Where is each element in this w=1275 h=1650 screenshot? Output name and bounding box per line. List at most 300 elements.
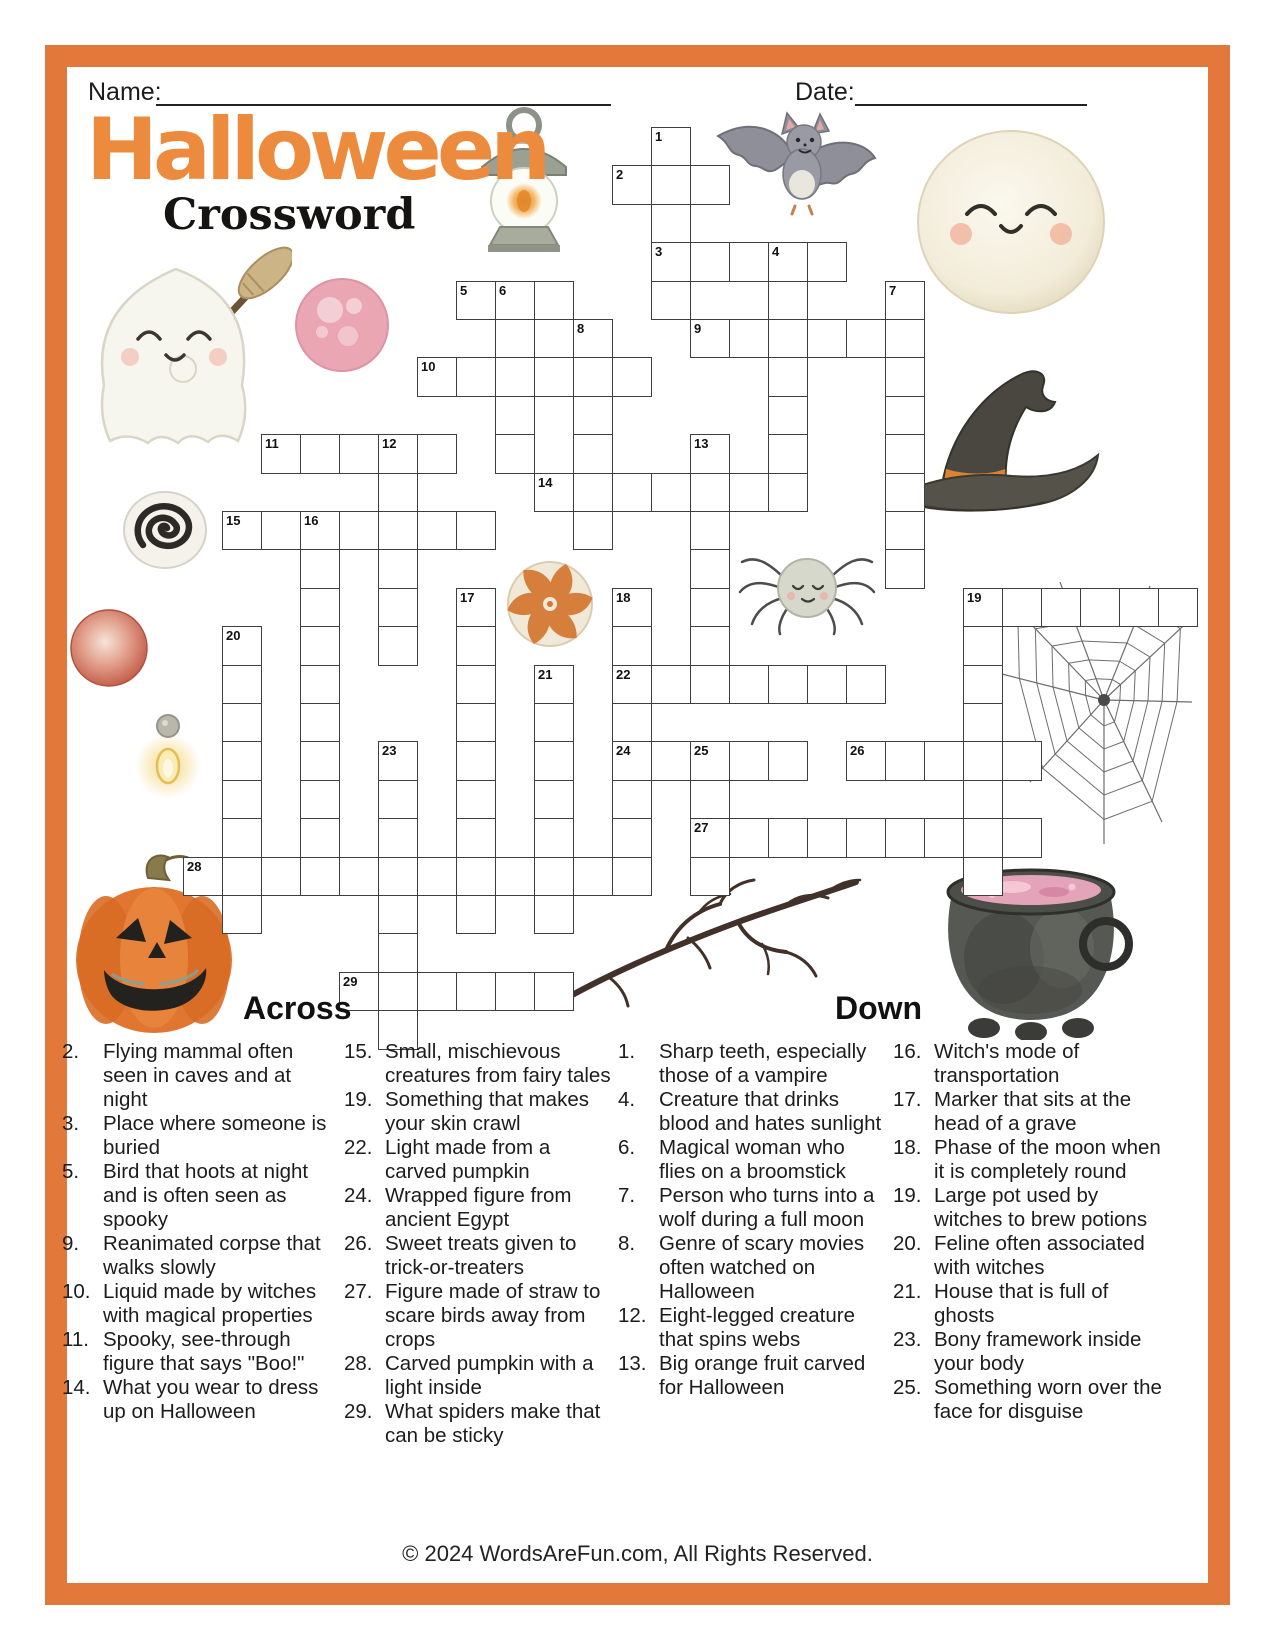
grid-cell (690, 588, 730, 627)
clue-number: 21. (893, 1279, 922, 1303)
grid-cell (573, 473, 613, 512)
clue-number: 2. (62, 1040, 80, 1063)
grid-cell (534, 818, 574, 857)
clue-text: Something that makes your skin crawl (385, 1087, 589, 1135)
grid-cell (300, 434, 340, 473)
grid-cell (456, 703, 496, 742)
grid-cell-number: 19 (967, 589, 982, 605)
grid-cell (612, 626, 652, 665)
grid-cell-number: 25 (694, 743, 709, 759)
grid-cell (690, 780, 730, 819)
grid-cell (963, 588, 1003, 627)
grid-cell-number: 22 (616, 666, 631, 682)
grid-cell (612, 780, 652, 819)
grid-cell (729, 319, 769, 358)
grid-cell (963, 818, 1003, 857)
grid-cell (534, 665, 574, 704)
grid-cell (456, 626, 496, 665)
down-header: Down (835, 990, 923, 1026)
grid-cell (300, 741, 340, 780)
clue-number: 11. (62, 1327, 89, 1351)
grid-cell-number: 28 (187, 858, 202, 874)
grid-cell (456, 665, 496, 704)
grid-cell-number: 26 (850, 743, 865, 759)
clue-number: 9. (62, 1231, 80, 1255)
grid-cell (651, 281, 691, 320)
clue-text: Bird that hoots at night and is often seen as spooky (103, 1159, 309, 1231)
grid-cell (885, 434, 925, 473)
clue-8 (618, 1232, 886, 1304)
grid-cell (1002, 818, 1042, 857)
spider-icon (736, 540, 878, 638)
clue-text: Big orange fruit carved for Halloween (659, 1351, 866, 1399)
grid-cell (495, 434, 535, 473)
clue-5 (62, 1160, 336, 1232)
clue-3 (62, 1112, 336, 1160)
grid-cell (378, 818, 418, 857)
grid-cell (690, 549, 730, 588)
grid-cell (612, 473, 652, 512)
grid-cell (378, 511, 418, 550)
clue-24 (344, 1184, 612, 1232)
clue-7 (618, 1184, 886, 1232)
grid-cell (417, 434, 457, 473)
grid-cell (768, 242, 808, 281)
clue-number: 4. (618, 1087, 636, 1111)
grid-cell (846, 818, 886, 857)
clue-text: Spooky, see-through figure that says "Boo!" (103, 1327, 305, 1375)
grid-cell (963, 741, 1003, 780)
grid-cell (768, 665, 808, 704)
grid-cell (573, 319, 613, 358)
grid-cell (1158, 588, 1198, 627)
clue-text: Place where someone is buried (103, 1111, 327, 1159)
clue-10 (62, 1280, 336, 1328)
clue-text: Sweet treats given to trick-or-treaters (385, 1231, 577, 1279)
grid-cell (651, 473, 691, 512)
ghost-with-broom-icon (70, 243, 292, 468)
grid-cell (495, 972, 535, 1011)
grid-cell (222, 511, 262, 550)
grid-cell (768, 319, 808, 358)
grid-cell-number: 29 (343, 973, 358, 989)
clue-16 (893, 1040, 1167, 1088)
clue-text: Carved pumpkin with a light inside (385, 1351, 594, 1399)
swirl-candy-icon (122, 490, 208, 570)
clue-number: 16. (893, 1040, 922, 1063)
clue-number: 14. (62, 1375, 91, 1399)
grid-cell-number: 8 (577, 321, 585, 336)
grid-cell (690, 818, 730, 857)
grid-cell-number: 1 (655, 129, 663, 144)
clue-18 (893, 1136, 1167, 1184)
grid-cell (885, 818, 925, 857)
clue-text: Eight-legged creature that spins webs (659, 1303, 856, 1351)
clue-text: What you wear to dress up on Halloween (103, 1375, 319, 1423)
grid-cell (534, 972, 574, 1011)
clue-text: Witch's mode of transportation (934, 1040, 1080, 1087)
clue-1 (618, 1040, 886, 1088)
clue-9 (62, 1232, 336, 1280)
grid-cell (378, 473, 418, 512)
grid-cell (885, 396, 925, 435)
grid-cell (690, 857, 730, 896)
grid-cell (924, 818, 964, 857)
grid-cell (1041, 588, 1081, 627)
clue-number: 1. (618, 1040, 636, 1063)
clue-number: 22. (344, 1135, 373, 1159)
grid-cell (534, 857, 574, 896)
across-clues-column-1 (62, 1040, 336, 1424)
grid-cell (612, 741, 652, 780)
clue-27 (344, 1280, 612, 1352)
grid-cell-number: 24 (616, 743, 631, 759)
grid-cell (456, 741, 496, 780)
page-title: Halloween (86, 100, 547, 200)
clue-text: Light made from a carved pumpkin (385, 1135, 551, 1183)
grid-cell (690, 741, 730, 780)
grid-cell (651, 665, 691, 704)
grid-cell (885, 741, 925, 780)
grid-cell-number: 21 (538, 666, 553, 682)
grid-cell (1002, 588, 1042, 627)
grid-cell (534, 895, 574, 934)
grid-cell (495, 857, 535, 896)
grid-cell-number: 23 (382, 743, 397, 759)
clue-text: Genre of scary movies often watched on Halloween (659, 1231, 865, 1303)
clue-number: 7. (618, 1183, 636, 1207)
clue-text: Flying mammal often seen in caves and at night (103, 1040, 294, 1111)
grid-cell (768, 741, 808, 780)
grid-cell-number: 13 (694, 436, 709, 452)
grid-cell (456, 357, 496, 396)
grid-cell (534, 473, 574, 512)
clue-number: 29. (344, 1399, 373, 1423)
grid-cell (885, 281, 925, 320)
grid-cell (807, 242, 847, 281)
clue-text: Figure made of straw to scare birds away from crops (385, 1279, 601, 1351)
grid-cell (261, 857, 301, 896)
clue-25 (893, 1376, 1167, 1424)
clue-22 (344, 1136, 612, 1184)
grid-cell (495, 281, 535, 320)
clue-number: 19. (893, 1183, 922, 1207)
grid-cell-number: 18 (616, 589, 631, 605)
grid-cell (534, 281, 574, 320)
grid-cell (300, 780, 340, 819)
clue-number: 17. (893, 1087, 922, 1111)
grid-cell (690, 665, 730, 704)
grid-cell (1002, 741, 1042, 780)
grid-cell (222, 780, 262, 819)
clue-number: 18. (893, 1135, 922, 1159)
clue-19 (344, 1088, 612, 1136)
grid-cell (651, 165, 691, 204)
grid-cell (963, 703, 1003, 742)
clue-text: Phase of the moon when it is completely round (934, 1135, 1161, 1183)
grid-cell (807, 665, 847, 704)
grid-cell (456, 895, 496, 934)
clue-text: Sharp teeth, especially those of a vampire (659, 1040, 867, 1087)
grid-cell (885, 473, 925, 512)
grid-cell (768, 473, 808, 512)
clue-number: 15. (344, 1040, 373, 1063)
grid-cell (222, 818, 262, 857)
clue-text: Reanimated corpse that walks slowly (103, 1231, 321, 1279)
grid-cell (729, 473, 769, 512)
grid-cell (690, 242, 730, 281)
grid-cell (690, 473, 730, 512)
grid-cell (885, 357, 925, 396)
grid-cell (690, 165, 730, 204)
clue-number: 25. (893, 1375, 922, 1399)
grid-cell (378, 780, 418, 819)
clue-number: 8. (618, 1231, 636, 1255)
clue-17 (893, 1088, 1167, 1136)
grid-cell (378, 933, 418, 972)
date-blank-line (855, 104, 1087, 106)
grid-cell-number: 4 (772, 244, 780, 260)
grid-cell (261, 511, 301, 550)
grid-cell (417, 511, 457, 550)
grid-cell (612, 665, 652, 704)
clue-12 (618, 1304, 886, 1352)
clue-text: Bony framework inside your body (934, 1327, 1142, 1375)
grid-cell (222, 895, 262, 934)
bat-icon (712, 110, 880, 217)
clue-29 (344, 1400, 612, 1448)
grid-cell (339, 434, 379, 473)
grid-cell (183, 857, 223, 896)
grid-cell-number: 20 (226, 628, 241, 644)
grid-cell (651, 127, 691, 166)
grid-cell (300, 626, 340, 665)
grid-cell (729, 665, 769, 704)
clue-number: 20. (893, 1231, 922, 1255)
grid-cell (456, 972, 496, 1011)
clue-number: 26. (344, 1231, 373, 1255)
grid-cell-number: 2 (616, 167, 624, 183)
grid-cell (378, 549, 418, 588)
clue-number: 6. (618, 1135, 636, 1159)
grid-cell (222, 857, 262, 896)
grid-cell-number: 3 (655, 244, 663, 260)
grid-cell (300, 549, 340, 588)
copyright-footer: © 2024 WordsAreFun.com, All Rights Reserved. (402, 1541, 873, 1566)
grid-cell (612, 357, 652, 396)
grid-cell (534, 357, 574, 396)
grid-cell (300, 511, 340, 550)
grid-cell (417, 357, 457, 396)
clue-number: 3. (62, 1111, 80, 1135)
name-label: Name: (88, 78, 162, 106)
grid-cell (222, 741, 262, 780)
grid-cell (222, 703, 262, 742)
grid-cell (456, 857, 496, 896)
grid-cell (378, 972, 418, 1011)
clue-4 (618, 1088, 886, 1136)
grid-cell (651, 242, 691, 281)
grid-cell (963, 780, 1003, 819)
grid-cell (573, 396, 613, 435)
grid-cell (807, 818, 847, 857)
grid-cell (300, 818, 340, 857)
grid-cell (729, 242, 769, 281)
grid-cell (573, 511, 613, 550)
grid-cell (885, 549, 925, 588)
clue-text: Liquid made by witches with magical properties (103, 1279, 317, 1327)
grid-cell (1080, 588, 1120, 627)
clue-text: Magical woman who flies on a broomstick (659, 1135, 846, 1183)
clue-text: Marker that sits at the head of a grave (934, 1087, 1132, 1135)
grid-cell (690, 434, 730, 473)
grid-cell (885, 319, 925, 358)
clue-text: Large pot used by witches to brew potions (934, 1183, 1148, 1231)
grid-cell (456, 818, 496, 857)
clue-20 (893, 1232, 1167, 1280)
grid-cell (261, 434, 301, 473)
clue-number: 23. (893, 1327, 922, 1351)
grid-cell (300, 665, 340, 704)
grid-cell-number: 10 (421, 359, 436, 375)
grid-cell (495, 319, 535, 358)
clue-11 (62, 1328, 336, 1376)
grid-cell (534, 703, 574, 742)
grid-cell-number: 16 (304, 513, 319, 528)
grid-cell (612, 818, 652, 857)
grid-cell (612, 165, 652, 204)
grid-cell (963, 665, 1003, 704)
grid-cell (378, 434, 418, 473)
grid-cell (456, 511, 496, 550)
clue-2 (62, 1040, 336, 1112)
date-label: Date: (795, 78, 855, 106)
grid-cell (924, 741, 964, 780)
clue-23 (893, 1328, 1167, 1376)
grid-cell-number: 27 (694, 820, 709, 836)
clue-text: Small, mischievous creatures from fairy tales (385, 1040, 611, 1087)
grid-cell (963, 626, 1003, 665)
clue-number: 5. (62, 1159, 80, 1183)
clue-number: 28. (344, 1351, 373, 1375)
grid-cell-number: 17 (460, 589, 475, 605)
grid-cell (534, 780, 574, 819)
clue-text: Wrapped figure from ancient Egypt (385, 1183, 572, 1231)
cauldron-icon (922, 836, 1140, 1040)
grid-cell (573, 434, 613, 473)
grid-cell (963, 857, 1003, 896)
grid-cell (534, 741, 574, 780)
grid-cell (612, 588, 652, 627)
clue-text: Something worn over the face for disguise (934, 1375, 1162, 1423)
clue-number: 27. (344, 1279, 373, 1303)
grid-cell (612, 703, 652, 742)
grid-cell (651, 741, 691, 780)
clue-14 (62, 1376, 336, 1424)
clue-6 (618, 1136, 886, 1184)
candle-glow-icon (132, 712, 204, 802)
grid-cell-number: 14 (538, 474, 553, 490)
clue-28 (344, 1352, 612, 1400)
across-clues-column-2 (344, 1040, 612, 1448)
grid-cell (768, 818, 808, 857)
grid-cell (690, 319, 730, 358)
red-ball-icon (68, 608, 150, 688)
grid-cell (729, 741, 769, 780)
clue-number: 13. (618, 1351, 647, 1375)
grid-cell (378, 626, 418, 665)
grid-cell (222, 626, 262, 665)
grid-cell (651, 204, 691, 243)
grid-cell (417, 972, 457, 1011)
down-clues-column-1 (618, 1040, 886, 1400)
grid-cell (378, 588, 418, 627)
pink-ball-icon (292, 276, 392, 374)
grid-cell-number: 15 (226, 513, 241, 528)
grid-cell-number: 6 (499, 282, 507, 298)
grid-cell (456, 281, 496, 320)
grid-cell-number: 12 (382, 436, 397, 452)
clue-number: 19. (344, 1087, 373, 1111)
clue-text: Feline often associated with witches (934, 1231, 1145, 1279)
grid-cell-number: 11 (265, 436, 279, 452)
clue-number: 10. (62, 1279, 91, 1303)
grid-cell (456, 588, 496, 627)
clue-13 (618, 1352, 886, 1400)
grid-cell (378, 741, 418, 780)
grid-cell (846, 319, 886, 358)
grid-cell (378, 895, 418, 934)
grid-cell-number: 9 (694, 321, 702, 336)
grid-cell (339, 511, 379, 550)
clue-21 (893, 1280, 1167, 1328)
grid-cell (768, 281, 808, 320)
grid-cell (417, 857, 457, 896)
clue-15 (344, 1040, 612, 1088)
grid-cell (300, 588, 340, 627)
grid-cell (846, 741, 886, 780)
grid-cell (300, 857, 340, 896)
clue-19 (893, 1184, 1167, 1232)
grid-cell (846, 665, 886, 704)
grid-cell (378, 857, 418, 896)
grid-cell (1119, 588, 1159, 627)
grid-cell (495, 396, 535, 435)
grid-cell-number: 5 (460, 282, 468, 298)
pinwheel-candy-icon (506, 558, 594, 650)
grid-cell (612, 857, 652, 896)
clue-number: 24. (344, 1183, 373, 1207)
grid-cell (729, 818, 769, 857)
moon-icon (915, 126, 1107, 318)
grid-cell (768, 434, 808, 473)
grid-cell (690, 511, 730, 550)
grid-cell (495, 357, 535, 396)
grid-cell (807, 319, 847, 358)
grid-cell (885, 511, 925, 550)
grid-cell (456, 780, 496, 819)
clue-text: Person who turns into a wolf during a full moon (659, 1183, 875, 1231)
grid-cell (768, 396, 808, 435)
clue-26 (344, 1232, 612, 1280)
grid-cell (690, 626, 730, 665)
grid-cell (339, 857, 379, 896)
clue-text: House that is full of ghosts (934, 1279, 1109, 1327)
grid-cell (300, 703, 340, 742)
clue-text: What spiders make that can be sticky (385, 1399, 601, 1447)
clue-number: 12. (618, 1303, 647, 1327)
grid-cell-number: 7 (889, 282, 897, 298)
